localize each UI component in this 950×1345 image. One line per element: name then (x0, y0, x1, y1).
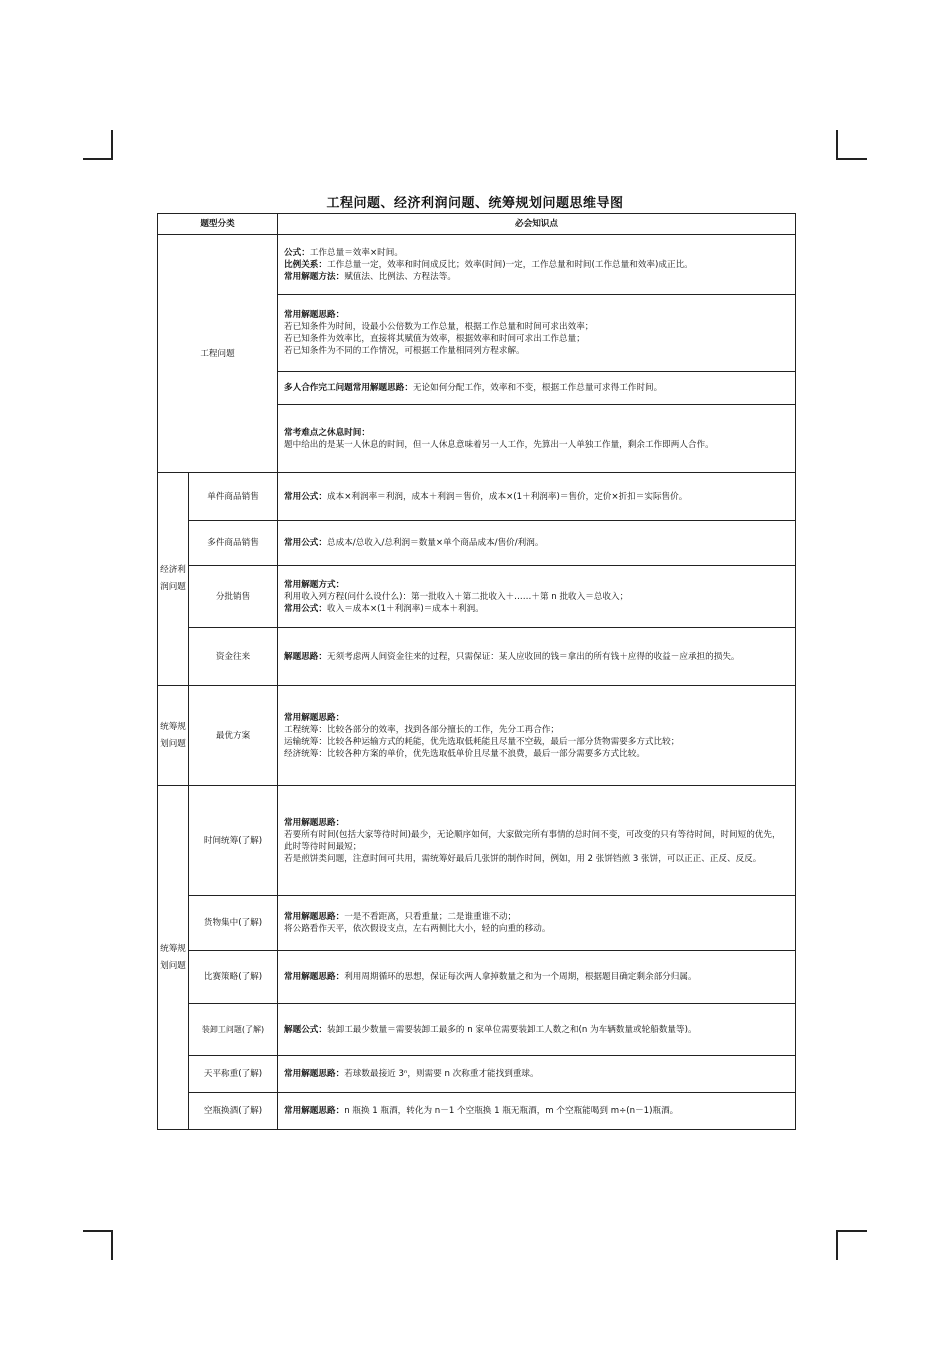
econ-single-item-content: 常用公式：成本×利润率＝利润，成本＋利润＝售价，成本×(1＋利润率)＝售价，定价×折扣＝实际售价。 (278, 473, 796, 521)
plan-optimal-content: 常用解题思路： 工程统筹：比较各部分的效率，找到各部分擅长的工作，先分工再合作； 运输统筹：比较各种运输方式的耗能，优先选取低耗能且尽量不空载，最后一部分货物需要多方式比较； 经济统筹：比较各种方案的单价，优先选取低单价且尽量不浪费，最后一部分需要多方式比较。 (278, 686, 796, 786)
crop-mark-top-right-h (836, 158, 867, 160)
sub-loader-problem: 装卸工问题(了解) (189, 1004, 278, 1056)
table-row (158, 566, 796, 628)
table-row (158, 951, 796, 1004)
sub-goods-gathering: 货物集中(了解) (189, 896, 278, 951)
header-category: 题型分类 (158, 214, 278, 235)
table-row (158, 473, 796, 521)
sub-batch-sales: 分批销售 (189, 566, 278, 628)
sub-game-strategy: 比赛策略(了解) (189, 951, 278, 1004)
table-row (158, 786, 796, 896)
sub-multi-item: 多件商品销售 (189, 521, 278, 566)
econ-fund-content: 解题思路：无须考虑两人间资金往来的过程，只需保证：某人应收回的钱＝拿出的所有钱＋应得的收益－应承担的损失。 (278, 628, 796, 686)
plan-time-content: 常用解题思路： 若要所有时间(包括大家等待时间)最少，无论顺序如何，大家做完所有事情的总时间不变，可改变的只有等待时间，时间短的优先，此时等待时间最短； 若是煎饼类问题，注意时间可共用，需统筹好最后几张饼的制作时间，例如，用 2 张饼铛煎 3 张饼，可以正正、正反、反反。 (278, 786, 796, 896)
table-row (158, 1056, 796, 1093)
crop-mark-bottom-right-h (836, 1230, 867, 1232)
table-row (158, 896, 796, 951)
plan-game-content: 常用解题思路：利用周期循环的思想，保证每次两人拿掉数量之和为一个周期，根据题目确定剩余部分归属。 (278, 951, 796, 1004)
table-row (158, 628, 796, 686)
table-row (158, 1093, 796, 1130)
category-planning-optimal: 统筹规划问题 (158, 686, 189, 786)
crop-mark-top-left-v (111, 130, 113, 160)
sub-fund-flow: 资金往来 (189, 628, 278, 686)
sub-bottle-exchange: 空瓶换酒(了解) (189, 1093, 278, 1130)
category-engineering: 工程问题 (158, 235, 278, 473)
eng-multi-person-block: 多人合作完工问题常用解题思路：无论如何分配工作，效率和不变，根据工作总量可求得工作时间。 (278, 372, 796, 405)
eng-rest-time-block: 常考难点之休息时间： 题中给出的是某一人休息的时间，但一人休息意味着另一人工作，先算出一人单独工作量，剩余工作即两人合作。 (278, 405, 796, 473)
table-row (158, 686, 796, 786)
crop-mark-bottom-right-v (836, 1230, 838, 1260)
plan-loader-content: 解题公式：装卸工最少数量＝需要装卸工最多的 n 家单位需要装卸工人数之和(n 为车辆数量或轮船数量等)。 (278, 1004, 796, 1056)
table-row (158, 235, 796, 295)
page-title: 工程问题、经济利润问题、统筹规划问题思维导图 (326, 196, 624, 211)
category-planning-extended: 统筹规划问题 (158, 786, 189, 1130)
category-economic-profit: 经济利润问题 (158, 473, 189, 686)
econ-multi-item-content: 常用公式：总成本/总收入/总利润＝数量×单个商品成本/售价/利润。 (278, 521, 796, 566)
econ-batch-content: 常用解题方式： 利用收入列方程(问什么设什么)：第一批收入＋第二批收入＋……＋第 n 批收入＝总收入； 常用公式：收入＝成本×(1＋利润率)＝成本＋利润。 (278, 566, 796, 628)
sub-single-item: 单件商品销售 (189, 473, 278, 521)
table-header-row (158, 214, 796, 235)
crop-mark-top-left-h (83, 158, 113, 160)
sub-time-planning: 时间统筹(了解) (189, 786, 278, 896)
plan-goods-content: 常用解题思路：一是不看距离，只看重量；二是谁重谁不动； 将公路看作天平，依次假设支点，左右两侧比大小，轻的向重的移动。 (278, 896, 796, 951)
sub-optimal-plan: 最优方案 (189, 686, 278, 786)
table-row (158, 521, 796, 566)
crop-mark-bottom-left-h (83, 1230, 113, 1232)
eng-formula-block: 公式：工作总量＝效率×时间。 比例关系：工作总量一定，效率和时间成反比；效率(时间)一定，工作总量和时间(工作总量和效率)成正比。 常用解题方法：赋值法、比例法、方程法等。 (278, 235, 796, 295)
table-row (158, 1004, 796, 1056)
header-knowledge: 必会知识点 (278, 214, 796, 235)
mind-map-table (157, 213, 796, 1130)
crop-mark-top-right-v (836, 130, 838, 160)
plan-bottle-content: 常用解题思路：n 瓶换 1 瓶酒，转化为 n－1 个空瓶换 1 瓶无瓶酒，m 个空瓶能喝到 m÷(n－1)瓶酒。 (278, 1093, 796, 1130)
eng-approach-block: 常用解题思路： 若已知条件为时间，设最小公倍数为工作总量，根据工作总量和时间可求出效率； 若已知条件为效率比，直接将其赋值为效率，根据效率和时间可求出工作总量； 若已知条件为不同的工作情况，可根据工作量相同列方程求解。 (278, 295, 796, 372)
crop-mark-bottom-left-v (111, 1230, 113, 1260)
sub-balance-weighing: 天平称重(了解) (189, 1056, 278, 1093)
plan-balance-content: 常用解题思路：若球数最接近 3ⁿ，则需要 n 次称重才能找到重球。 (278, 1056, 796, 1093)
